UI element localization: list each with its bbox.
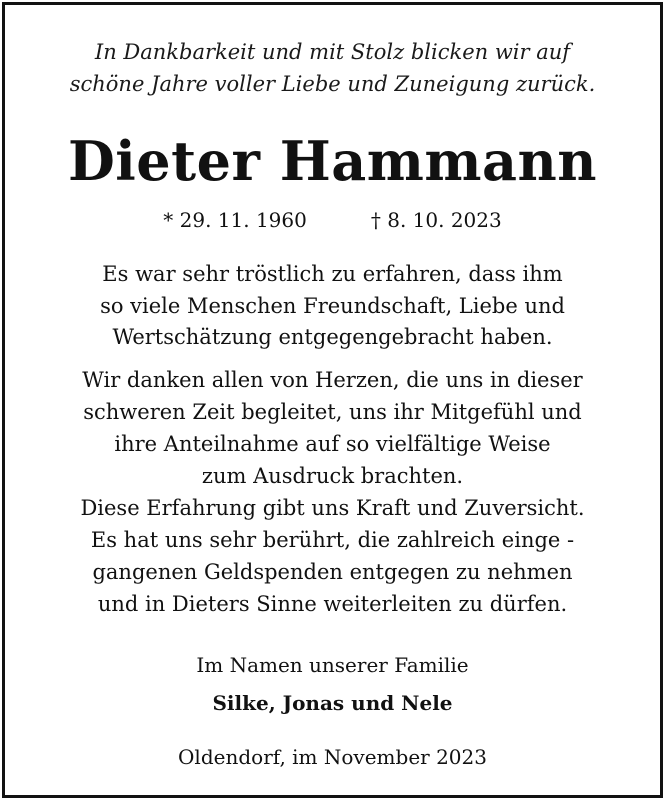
paragraph2-line-8: und in Dieters Sinne weiterleiten zu dürfen. [97, 592, 568, 616]
paragraph2-line-3: ihre Anteilnahme auf so vielfältige Weise [114, 432, 551, 456]
signature-intro: Im Namen unserer Familie [196, 653, 469, 677]
paragraph1-line-2: so viele Menschen Freundschaft, Liebe und [100, 294, 565, 318]
place-and-date: Oldendorf, im November 2023 [178, 745, 487, 769]
paragraph1-line-3: Wertschätzung entgegengebracht haben. [112, 325, 553, 349]
signature-names: Silke, Jonas und Nele [212, 691, 453, 715]
obituary-notice [5, 5, 660, 795]
motto-line-1: In Dankbarkeit und mit Stolz blicken wir auf [94, 40, 571, 64]
deceased-name: Dieter Hammann [67, 129, 598, 193]
life-dates [5, 207, 660, 233]
notice-border [2, 2, 663, 798]
motto-line-2: schöne Jahre voller Liebe und Zuneigung zurück. [69, 72, 596, 96]
paragraph2-line-5: Diese Erfahrung gibt uns Kraft und Zuversicht. [80, 496, 585, 520]
death-date: † 8. 10. 2023 [370, 208, 502, 232]
paragraph2-line-1: Wir danken allen von Herzen, die uns in dieser [82, 368, 583, 392]
paragraph2-line-4: zum Ausdruck brachten. [201, 464, 464, 488]
paragraph1-line-1: Es war sehr tröstlich zu erfahren, dass ihm [102, 262, 563, 286]
paragraph2-line-7: gangenen Geldspenden entgegen zu nehmen [92, 560, 573, 584]
paragraph2-line-2: schweren Zeit begleitet, uns ihr Mitgefühl und [83, 400, 582, 424]
paragraph2-line-6: Es hat uns sehr berührt, die zahlreich einge - [90, 528, 575, 552]
birth-date: * 29. 11. 1960 [163, 208, 307, 232]
